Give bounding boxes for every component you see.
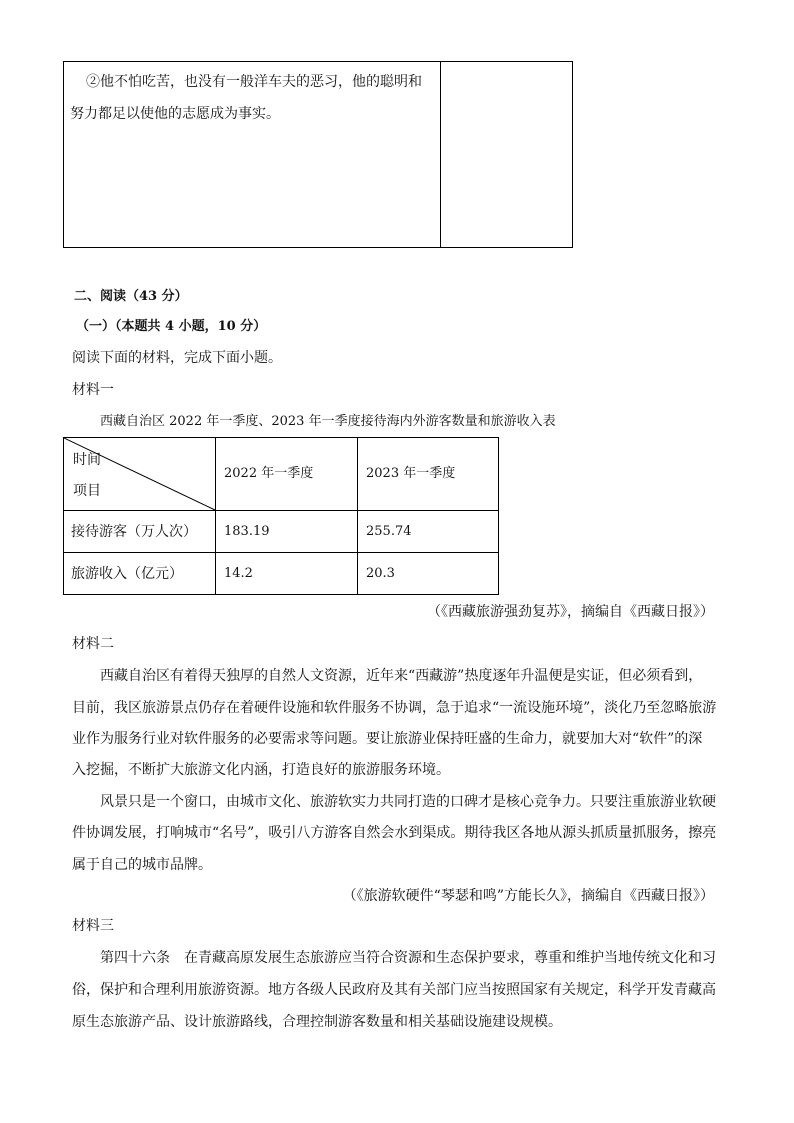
material2-line: 业作为服务行业对软件服务的必要需求等问题。要让旅游业保持旺盛的生命力，就要加大对“软件”的深 [72,731,703,747]
table-col-line-2 [357,438,358,594]
material2-line: 西藏自治区有着得天独厚的自然人文资源，近年来“西藏游”热度逐年升温便是实证，但必须看到， [100,668,703,684]
table-row-label: 旅游收入（亿元） [71,566,183,582]
table-cell: 20.3 [366,566,395,581]
material3-line: 原生态旅游产品、设计旅游路线，合理控制游客数量和相关基础设施建设规模。 [72,1014,562,1030]
material2-line: 件协调发展，打响城市“名号”，吸引八方游客自然会水到渠成。期待我区各地从源头抓质量抓服务，擦亮 [72,825,717,841]
table-header-2023: 2023 年一季度 [366,466,456,481]
table-row-line-2 [64,552,498,553]
material2-source: （《旅游软硬件“琴瑟和鸣”方能长久》，摘编自《西藏日报》） [342,888,714,904]
material2-label: 材料二 [72,636,114,652]
material1-label: 材料一 [72,382,114,398]
material2-line: 入挖掘，不断扩大旅游文化内涵，打造良好的旅游服务环境。 [72,762,450,778]
material3-label: 材料三 [72,918,114,934]
material2-line: 属于自己的城市品牌。 [72,857,212,873]
material3-line: 第四十六条 在青藏高原发展生态旅游应当符合资源和生态保护要求，尊重和维护当地传统文化和习 [100,950,716,966]
material3-line: 俗，保护和合理利用旅游资源。地方各级人民政府及其有关部门应当按照国家有关规定，科学开发青藏高 [72,982,716,998]
data-table [63,437,499,595]
table-cell: 183.19 [224,524,270,539]
material1-source: （《西藏旅游强劲复苏》，摘编自《西藏日报》） [427,604,714,620]
table-cell: 14.2 [224,566,253,581]
data-table-title: 西藏自治区 2022 年一季度、2023 年一季度接待海内外游客数量和旅游收入表 [100,414,556,429]
table-corner-item-label: 项目 [73,483,101,499]
table-row-label: 接待游客（万人次） [71,524,197,540]
material2-line: 风景只是一个窗口，由城市文化、旅游软实力共同打造的口碑才是核心竞争力。只要注重旅游业软硬 [100,794,716,810]
material2-line: 目前，我区旅游景点仍存在着硬件设施和软件服务不协调，急于追求“一流设施环境”，淡化乃至忽略旅游 [72,700,717,716]
table-cell: 255.74 [366,524,412,539]
answer-table-divider [440,61,441,248]
table-header-2022: 2022 年一季度 [224,466,314,481]
answer-text-line-2: 努力都足以使他的志愿成为事实。 [70,106,280,122]
table-corner-time-label: 时间 [73,452,101,468]
section-heading: 二、阅读（43 分） [74,289,188,304]
instruction-text: 阅读下面的材料，完成下面小题。 [72,350,282,366]
section-subheading: （一）（本题共 4 小题，10 分） [76,319,267,334]
answer-text-line-1: ②他不怕吃苦，也没有一般洋车夫的恶习，他的聪明和 [86,74,422,90]
